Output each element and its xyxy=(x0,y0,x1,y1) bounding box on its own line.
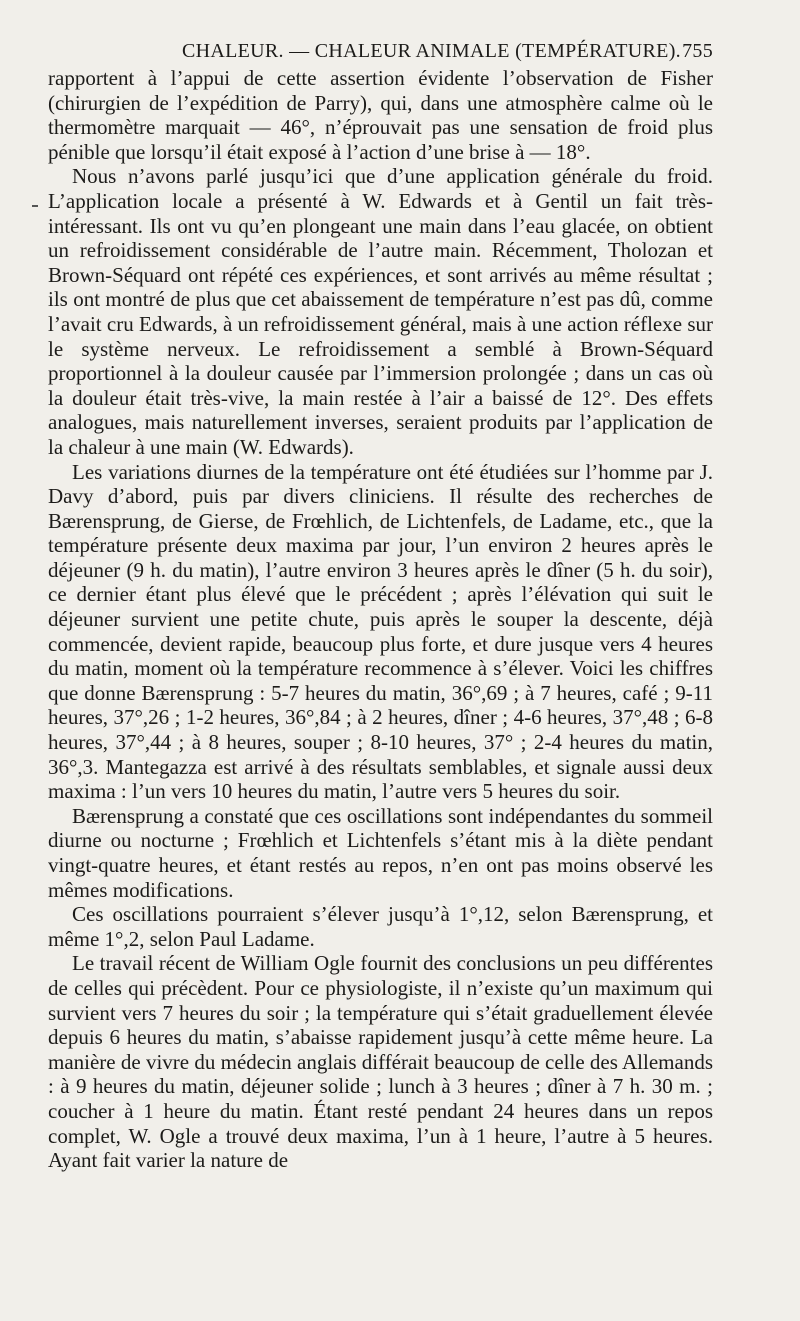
paragraph-sleep-independence: Bærensprung a constaté que ces oscillations sont indépendantes du sommeil diurne ou nocturne ; Frœhlich et Lichtenfels s’étant mis à la diète pendant vingt-quatre heures, et étant restés au repos, n’en ont pas moins observé les mêmes modifications. xyxy=(48,803,713,902)
paragraph-oscillation-range: Ces oscillations pourraient s’élever jusqu’à 1°,12, selon Bærensprung, et même 1°,2, selon Paul Ladame. xyxy=(48,902,713,951)
margin-mark xyxy=(32,205,38,207)
body-text xyxy=(48,66,713,1173)
page-number: 755 xyxy=(682,40,713,62)
paragraph-ogle: Le travail récent de William Ogle fournit des conclusions un peu différentes de celles qui précèdent. Pour ce physiologiste, il n’existe qu’un maximum qui survient vers 7 heures du soir ; la température qui s’était graduellement élevée depuis 6 heures du matin, s’abaisse rapidement jusqu’à cette même heure. La manière de vivre du médecin anglais différait beaucoup de celle des Allemands : à 9 heures du matin, déjeuner solide ; lunch à 3 heures ; dîner à 7 h. 30 m. ; coucher à 1 heure du matin. Étant resté pendant 24 heures dans un repos complet, W. Ogle a trouvé deux maxima, l’un à 1 heure, l’autre à 5 heures. Ayant fait varier la nature de xyxy=(48,951,713,1173)
running-head-title: CHALEUR. — CHALEUR ANIMALE (TEMPÉRATURE). xyxy=(182,40,681,62)
running-head xyxy=(182,38,713,64)
paragraph-diurnal-variations: Les variations diurnes de la température ont été étudiées sur l’homme par J. Davy d’abord, puis par divers cliniciens. Il résulte des recherches de Bærensprung, de Gierse, de Frœhlich, de Lichtenfels, de Ladame, etc., que la température présente deux maxima par jour, l’un environ 2 heures après le déjeuner (9 h. du matin), l’autre environ 3 heures après le dîner (5 h. du soir), ce dernier étant plus élevé que le précédent ; après l’élévation qui suit le déjeuner survient une petite chute, puis après le souper la descente, déjà commencée, devient rapide, beaucoup plus forte, et dure jusque vers 4 heures du matin, moment où la température recommence à s’élever. Voici les chiffres que donne Bærensprung : 5-7 heures du matin, 36°,69 ; à 7 heures, café ; 9-11 heures, 37°,26 ; 1-2 heures, 36°,84 ; à 2 heures, dîner ; 4-6 heures, 37°,48 ; 6-8 heures, 37°,44 ; à 8 heures, souper ; 8-10 heures, 37° ; 2-4 heures du matin, 36°,3. Mantegazza est arrivé à des résultats semblables, et signale aussi deux maxima : l’un vers 10 heures du matin, l’autre vers 5 heures du soir. xyxy=(48,459,713,804)
paragraph-local-cold: Nous n’avons parlé jusqu’ici que d’une application générale du froid. L’application locale a présenté à W. Edwards et à Gentil un fait très-intéressant. Ils ont vu qu’en plongeant une main dans l’eau glacée, on obtient un refroidissement considérable de l’autre main. Récemment, Tholozan et Brown-Séquard ont répété ces expériences, et sont arrivés au même résultat ; ils ont montré de plus que cet abaissement de température n’est pas dû, comme l’avait cru Edwards, à un refroidissement général, mais à une action réflexe sur le système nerveux. Le refroidissement a semblé à Brown-Séquard proportionnel à la douleur causée par l’immersion prolongée ; dans un cas où la douleur était très-vive, la main restée à l’air a baissé de 12°. Des effets analogues, mais naturellement inverses, seraient produits par l’application de la chaleur à une main (W. Edwards). xyxy=(48,164,713,459)
paragraph-continuation: rapportent à l’appui de cette assertion évidente l’observation de Fisher (chirurgien de l’expédition de Parry), qui, dans une atmosphère calme où le thermomètre marquait — 46°, n’éprouvait pas une sensation de froid plus pénible que lorsqu’il était exposé à l’action d’une brise à — 18°. xyxy=(48,66,713,164)
